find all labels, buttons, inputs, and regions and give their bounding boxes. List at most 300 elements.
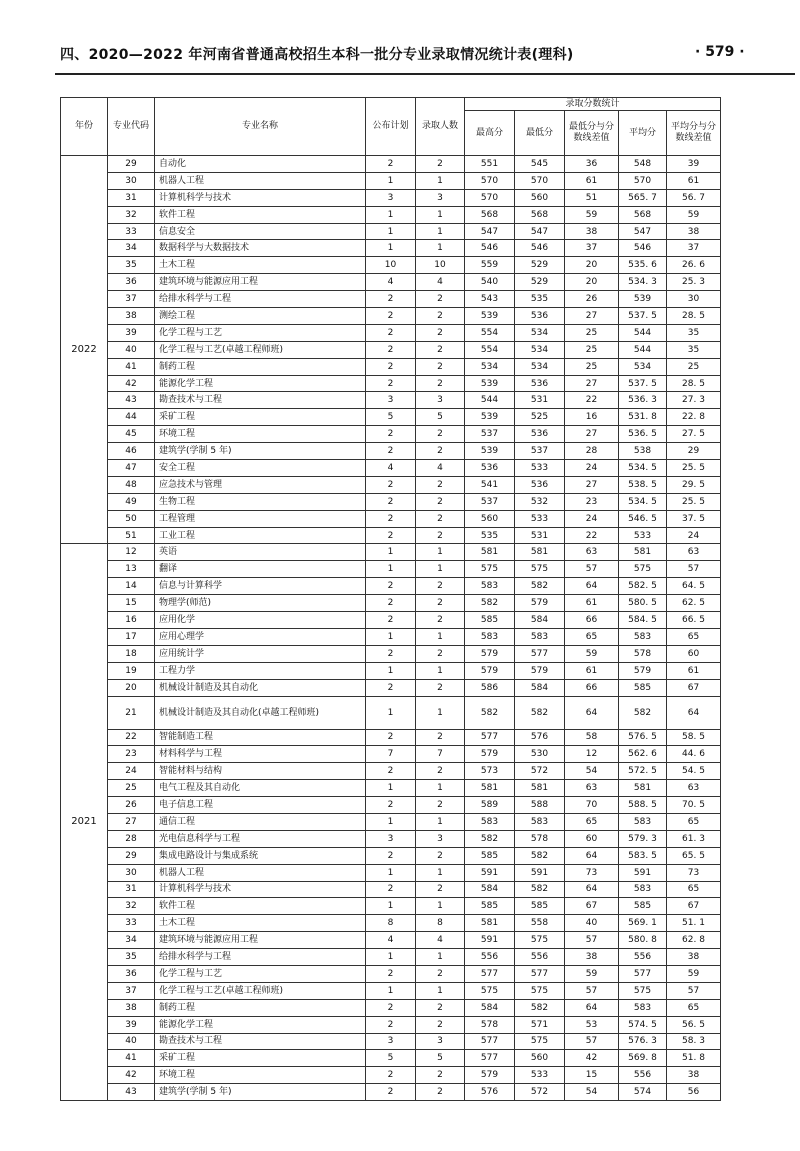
table-row: [61, 1050, 721, 1067]
cell-avg: 580. 8: [619, 932, 667, 949]
cell-avg: 547: [619, 223, 667, 240]
cell-min: 583: [515, 628, 565, 645]
table-row: [61, 864, 721, 881]
cell-min: 576: [515, 729, 565, 746]
cell-plan: 7: [366, 746, 416, 763]
cell-code: 35: [108, 949, 155, 966]
cell-plan: 1: [366, 982, 416, 999]
cell-avg: 582: [619, 696, 667, 729]
cell-min: 558: [515, 915, 565, 932]
cell-avg-diff: 30: [667, 291, 721, 308]
cell-min-diff: 15: [565, 1067, 619, 1084]
cell-admitted: 1: [416, 240, 465, 257]
cell-admitted: 2: [416, 595, 465, 612]
cell-plan: 2: [366, 426, 416, 443]
cell-name: 英语: [155, 544, 366, 561]
cell-avg: 574: [619, 1084, 667, 1101]
cell-code: 39: [108, 1016, 155, 1033]
cell-min-diff: 57: [565, 561, 619, 578]
cell-code: 21: [108, 696, 155, 729]
cell-min: 532: [515, 493, 565, 510]
cell-name: 化学工程与工艺: [155, 965, 366, 982]
cell-admitted: 2: [416, 679, 465, 696]
cell-plan: 5: [366, 1050, 416, 1067]
cell-plan: 2: [366, 1084, 416, 1101]
cell-name: 勘查技术与工程: [155, 1033, 366, 1050]
cell-min-diff: 64: [565, 881, 619, 898]
cell-code: 23: [108, 746, 155, 763]
cell-code: 42: [108, 375, 155, 392]
table-row: [61, 375, 721, 392]
cell-code: 51: [108, 527, 155, 544]
cell-max: 551: [465, 156, 515, 173]
cell-min: 547: [515, 223, 565, 240]
cell-code: 32: [108, 206, 155, 223]
cell-avg: 556: [619, 949, 667, 966]
table-row: [61, 982, 721, 999]
cell-admitted: 8: [416, 915, 465, 932]
cell-avg-diff: 29: [667, 443, 721, 460]
cell-avg: 534: [619, 358, 667, 375]
cell-avg: 537. 5: [619, 375, 667, 392]
cell-avg: 577: [619, 965, 667, 982]
cell-avg: 533: [619, 527, 667, 544]
cell-avg-diff: 35: [667, 341, 721, 358]
table-row: [61, 578, 721, 595]
cell-max: 579: [465, 645, 515, 662]
header-rule: [55, 73, 795, 75]
table-row: [61, 172, 721, 189]
table-row: [61, 915, 721, 932]
cell-admitted: 5: [416, 1050, 465, 1067]
cell-code: 37: [108, 982, 155, 999]
cell-avg: 585: [619, 898, 667, 915]
cell-admitted: 1: [416, 561, 465, 578]
cell-min-diff: 65: [565, 813, 619, 830]
table-row: [61, 443, 721, 460]
cell-admitted: 3: [416, 189, 465, 206]
cell-name: 通信工程: [155, 813, 366, 830]
cell-avg-diff: 38: [667, 223, 721, 240]
cell-max: 570: [465, 189, 515, 206]
cell-min: 556: [515, 949, 565, 966]
cell-plan: 2: [366, 679, 416, 696]
cell-max: 591: [465, 932, 515, 949]
cell-admitted: 2: [416, 493, 465, 510]
cell-avg: 534. 3: [619, 274, 667, 291]
cell-plan: 1: [366, 240, 416, 257]
cell-plan: 1: [366, 206, 416, 223]
cell-avg-diff: 26. 6: [667, 257, 721, 274]
cell-min-diff: 53: [565, 1016, 619, 1033]
cell-max: 575: [465, 561, 515, 578]
table-row: [61, 949, 721, 966]
cell-admitted: 1: [416, 544, 465, 561]
cell-min-diff: 57: [565, 1033, 619, 1050]
cell-avg: 572. 5: [619, 763, 667, 780]
cell-code: 50: [108, 510, 155, 527]
cell-plan: 2: [366, 156, 416, 173]
cell-avg-diff: 59: [667, 206, 721, 223]
table-row: [61, 493, 721, 510]
cell-admitted: 3: [416, 830, 465, 847]
cell-avg: 580. 5: [619, 595, 667, 612]
cell-name: 信息与计算科学: [155, 578, 366, 595]
cell-max: 537: [465, 426, 515, 443]
cell-admitted: 1: [416, 780, 465, 797]
header-max: 最高分: [465, 111, 515, 156]
cell-code: 29: [108, 847, 155, 864]
table-row: [61, 881, 721, 898]
table-row: [61, 426, 721, 443]
cell-code: 39: [108, 324, 155, 341]
cell-min-diff: 64: [565, 847, 619, 864]
cell-plan: 1: [366, 864, 416, 881]
cell-name: 环境工程: [155, 426, 366, 443]
table-row: [61, 308, 721, 325]
cell-max: 577: [465, 1050, 515, 1067]
cell-min-diff: 22: [565, 527, 619, 544]
cell-name: 物理学(师范): [155, 595, 366, 612]
cell-admitted: 1: [416, 982, 465, 999]
cell-code: 45: [108, 426, 155, 443]
cell-avg: 556: [619, 1067, 667, 1084]
cell-admitted: 2: [416, 881, 465, 898]
cell-plan: 2: [366, 1067, 416, 1084]
cell-avg-diff: 25. 3: [667, 274, 721, 291]
cell-min-diff: 26: [565, 291, 619, 308]
cell-admitted: 4: [416, 460, 465, 477]
cell-admitted: 3: [416, 1033, 465, 1050]
cell-min: 584: [515, 679, 565, 696]
cell-avg-diff: 56: [667, 1084, 721, 1101]
table-row: [61, 341, 721, 358]
cell-admitted: 4: [416, 932, 465, 949]
cell-plan: 1: [366, 172, 416, 189]
cell-plan: 2: [366, 308, 416, 325]
cell-avg: 583. 5: [619, 847, 667, 864]
cell-min-diff: 51: [565, 189, 619, 206]
cell-avg-diff: 54. 5: [667, 763, 721, 780]
cell-max: 544: [465, 392, 515, 409]
cell-code: 19: [108, 662, 155, 679]
cell-avg-diff: 60: [667, 645, 721, 662]
cell-max: 584: [465, 999, 515, 1016]
cell-name: 应用心理学: [155, 628, 366, 645]
cell-plan: 3: [366, 1033, 416, 1050]
cell-admitted: 2: [416, 443, 465, 460]
cell-name: 数据科学与大数据技术: [155, 240, 366, 257]
cell-avg: 544: [619, 324, 667, 341]
cell-code: 41: [108, 1050, 155, 1067]
cell-min: 581: [515, 544, 565, 561]
cell-avg-diff: 73: [667, 864, 721, 881]
cell-code: 14: [108, 578, 155, 595]
cell-max: 589: [465, 797, 515, 814]
cell-plan: 1: [366, 662, 416, 679]
cell-name: 制药工程: [155, 999, 366, 1016]
cell-min-diff: 57: [565, 932, 619, 949]
cell-admitted: 2: [416, 578, 465, 595]
cell-admitted: 2: [416, 847, 465, 864]
cell-name: 采矿工程: [155, 1050, 366, 1067]
table-row: [61, 544, 721, 561]
cell-name: 土木工程: [155, 915, 366, 932]
cell-avg-diff: 64. 5: [667, 578, 721, 595]
cell-code: 48: [108, 476, 155, 493]
cell-plan: 2: [366, 324, 416, 341]
cell-avg-diff: 56. 5: [667, 1016, 721, 1033]
cell-avg-diff: 70. 5: [667, 797, 721, 814]
cell-admitted: 1: [416, 662, 465, 679]
cell-min: 572: [515, 1084, 565, 1101]
cell-min-diff: 54: [565, 1084, 619, 1101]
cell-avg: 546: [619, 240, 667, 257]
cell-plan: 2: [366, 595, 416, 612]
cell-max: 539: [465, 443, 515, 460]
cell-min-diff: 61: [565, 595, 619, 612]
cell-max: 579: [465, 662, 515, 679]
cell-plan: 2: [366, 291, 416, 308]
cell-avg: 576. 5: [619, 729, 667, 746]
cell-admitted: 2: [416, 527, 465, 544]
cell-avg-diff: 58. 3: [667, 1033, 721, 1050]
cell-min: 578: [515, 830, 565, 847]
cell-name: 建筑环境与能源应用工程: [155, 274, 366, 291]
cell-max: 582: [465, 830, 515, 847]
cell-name: 工程管理: [155, 510, 366, 527]
table-row: [61, 999, 721, 1016]
cell-min-diff: 61: [565, 172, 619, 189]
cell-max: 585: [465, 612, 515, 629]
cell-plan: 2: [366, 881, 416, 898]
table-row: [61, 392, 721, 409]
cell-min: 533: [515, 1067, 565, 1084]
table-row: [61, 409, 721, 426]
cell-avg: 568: [619, 206, 667, 223]
cell-name: 建筑学(学制 5 年): [155, 1084, 366, 1101]
header-name: 专业名称: [155, 98, 366, 156]
cell-min: 536: [515, 476, 565, 493]
cell-avg-diff: 56. 7: [667, 189, 721, 206]
cell-max: 591: [465, 864, 515, 881]
header-min-diff: 最低分与分数线差值: [565, 111, 619, 156]
table-row: [61, 696, 721, 729]
cell-avg: 575: [619, 561, 667, 578]
table-row: [61, 813, 721, 830]
cell-plan: 5: [366, 409, 416, 426]
cell-name: 化学工程与工艺: [155, 324, 366, 341]
cell-min: 533: [515, 460, 565, 477]
cell-max: 559: [465, 257, 515, 274]
cell-avg: 583: [619, 881, 667, 898]
cell-min-diff: 66: [565, 612, 619, 629]
cell-avg-diff: 65: [667, 628, 721, 645]
cell-code: 46: [108, 443, 155, 460]
cell-code: 40: [108, 341, 155, 358]
cell-avg: 548: [619, 156, 667, 173]
cell-min-diff: 59: [565, 965, 619, 982]
cell-min: 533: [515, 510, 565, 527]
cell-min-diff: 64: [565, 999, 619, 1016]
cell-code: 47: [108, 460, 155, 477]
table-row: [61, 274, 721, 291]
cell-max: 577: [465, 729, 515, 746]
cell-avg-diff: 61: [667, 662, 721, 679]
cell-min: 525: [515, 409, 565, 426]
cell-avg: 539: [619, 291, 667, 308]
cell-admitted: 7: [416, 746, 465, 763]
cell-code: 15: [108, 595, 155, 612]
cell-min-diff: 66: [565, 679, 619, 696]
cell-avg: 562. 6: [619, 746, 667, 763]
cell-plan: 4: [366, 460, 416, 477]
cell-avg-diff: 22. 8: [667, 409, 721, 426]
table-row: [61, 561, 721, 578]
cell-max: 535: [465, 527, 515, 544]
cell-max: 556: [465, 949, 515, 966]
cell-admitted: 2: [416, 729, 465, 746]
cell-name: 化学工程与工艺(卓越工程师班): [155, 341, 366, 358]
cell-avg: 575: [619, 982, 667, 999]
cell-min: 568: [515, 206, 565, 223]
cell-admitted: 2: [416, 375, 465, 392]
header-avg-diff: 平均分与分数线差值: [667, 111, 721, 156]
cell-plan: 1: [366, 223, 416, 240]
cell-code: 31: [108, 189, 155, 206]
cell-admitted: 3: [416, 392, 465, 409]
cell-min-diff: 38: [565, 223, 619, 240]
cell-min: 579: [515, 595, 565, 612]
cell-plan: 2: [366, 729, 416, 746]
table-row: [61, 595, 721, 612]
cell-avg-diff: 65: [667, 881, 721, 898]
cell-plan: 1: [366, 780, 416, 797]
cell-name: 安全工程: [155, 460, 366, 477]
cell-min-diff: 57: [565, 982, 619, 999]
cell-avg: 569. 1: [619, 915, 667, 932]
page-number: · 579 ·: [695, 44, 745, 60]
cell-max: 584: [465, 881, 515, 898]
table-row: [61, 240, 721, 257]
cell-avg: 569. 8: [619, 1050, 667, 1067]
cell-code: 37: [108, 291, 155, 308]
cell-min: 560: [515, 1050, 565, 1067]
cell-max: 578: [465, 1016, 515, 1033]
cell-code: 16: [108, 612, 155, 629]
cell-min: 575: [515, 932, 565, 949]
table-row: [61, 1033, 721, 1050]
cell-code: 24: [108, 763, 155, 780]
table-row: [61, 510, 721, 527]
cell-code: 17: [108, 628, 155, 645]
page-title: 四、2020—2022 年河南省普通高校招生本科一批分专业录取情况统计表(理科): [60, 47, 574, 63]
cell-name: 采矿工程: [155, 409, 366, 426]
cell-min-diff: 20: [565, 257, 619, 274]
cell-avg-diff: 62. 5: [667, 595, 721, 612]
cell-avg-diff: 28. 5: [667, 375, 721, 392]
cell-code: 32: [108, 898, 155, 915]
cell-name: 制药工程: [155, 358, 366, 375]
cell-name: 能源化学工程: [155, 1016, 366, 1033]
cell-name: 软件工程: [155, 206, 366, 223]
cell-admitted: 1: [416, 696, 465, 729]
cell-name: 光电信息科学与工程: [155, 830, 366, 847]
cell-avg-diff: 44. 6: [667, 746, 721, 763]
cell-admitted: 1: [416, 949, 465, 966]
cell-name: 翻译: [155, 561, 366, 578]
cell-min-diff: 65: [565, 628, 619, 645]
cell-min: 536: [515, 308, 565, 325]
cell-admitted: 2: [416, 426, 465, 443]
cell-code: 29: [108, 156, 155, 173]
cell-max: 577: [465, 965, 515, 982]
cell-min: 588: [515, 797, 565, 814]
cell-name: 土木工程: [155, 257, 366, 274]
page-header: [0, 0, 800, 80]
cell-max: 579: [465, 746, 515, 763]
cell-max: 576: [465, 1084, 515, 1101]
cell-plan: 2: [366, 645, 416, 662]
table-row: [61, 358, 721, 375]
cell-max: 554: [465, 324, 515, 341]
cell-name: 自动化: [155, 156, 366, 173]
cell-name: 应用统计学: [155, 645, 366, 662]
cell-avg-diff: 37. 5: [667, 510, 721, 527]
cell-min-diff: 36: [565, 156, 619, 173]
cell-plan: 2: [366, 358, 416, 375]
cell-admitted: 2: [416, 1084, 465, 1101]
cell-avg-diff: 62. 8: [667, 932, 721, 949]
cell-min-diff: 54: [565, 763, 619, 780]
cell-admitted: 2: [416, 645, 465, 662]
cell-avg-diff: 51. 8: [667, 1050, 721, 1067]
cell-max: 537: [465, 493, 515, 510]
table-row: [61, 763, 721, 780]
cell-max: 577: [465, 1033, 515, 1050]
cell-min: 529: [515, 274, 565, 291]
cell-name: 建筑环境与能源应用工程: [155, 932, 366, 949]
cell-plan: 2: [366, 510, 416, 527]
cell-name: 生物工程: [155, 493, 366, 510]
cell-avg: 583: [619, 999, 667, 1016]
cell-min-diff: 63: [565, 780, 619, 797]
cell-admitted: 5: [416, 409, 465, 426]
cell-avg-diff: 25. 5: [667, 493, 721, 510]
cell-max: 583: [465, 578, 515, 595]
table-row: [61, 965, 721, 982]
cell-name: 环境工程: [155, 1067, 366, 1084]
cell-avg: 579. 3: [619, 830, 667, 847]
cell-code: 22: [108, 729, 155, 746]
cell-max: 581: [465, 544, 515, 561]
cell-min: 575: [515, 982, 565, 999]
cell-year: 2021: [61, 544, 108, 1101]
cell-avg-diff: 63: [667, 780, 721, 797]
cell-avg-diff: 51. 1: [667, 915, 721, 932]
cell-code: 38: [108, 999, 155, 1016]
cell-admitted: 1: [416, 628, 465, 645]
cell-code: 20: [108, 679, 155, 696]
cell-max: 534: [465, 358, 515, 375]
cell-min: 575: [515, 561, 565, 578]
cell-avg: 581: [619, 780, 667, 797]
cell-avg: 584. 5: [619, 612, 667, 629]
cell-min-diff: 25: [565, 358, 619, 375]
cell-max: 547: [465, 223, 515, 240]
table-row: [61, 662, 721, 679]
cell-admitted: 1: [416, 864, 465, 881]
